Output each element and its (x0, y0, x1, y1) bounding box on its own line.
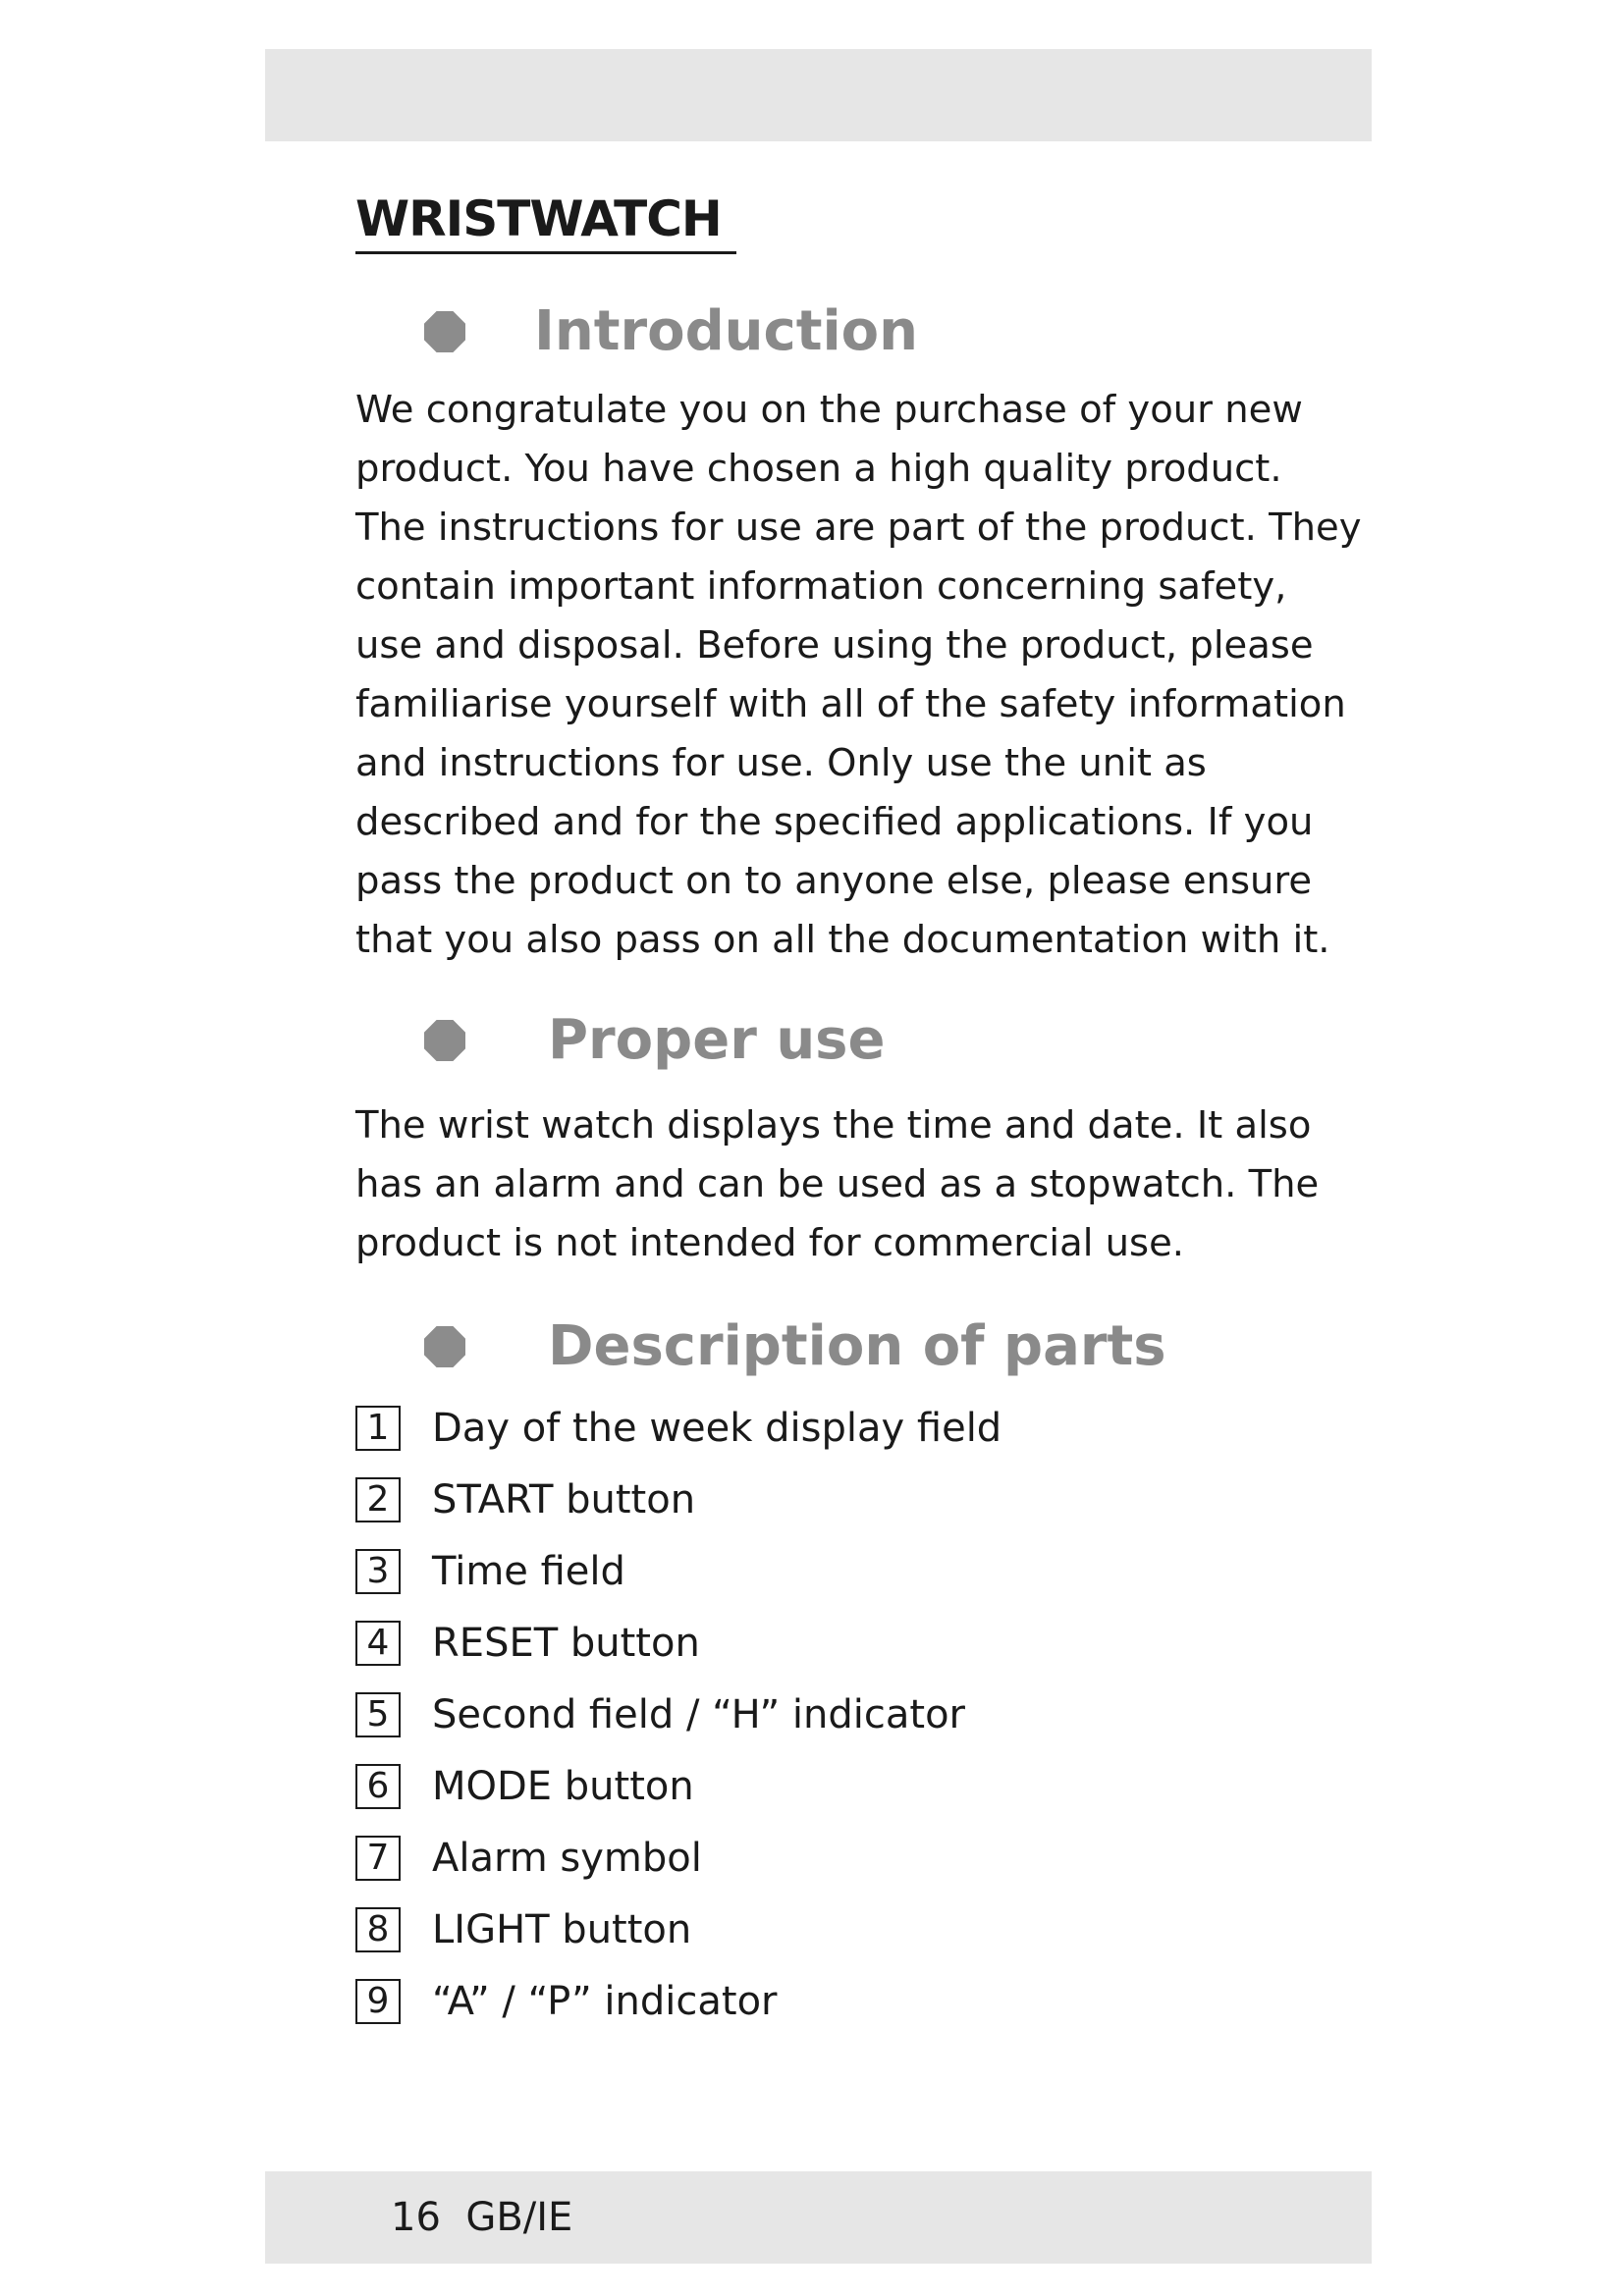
paragraph-line: and instructions for use. Only use the unit as (355, 741, 1207, 785)
list-item (355, 1894, 1001, 1965)
section-heading-description-of-parts (424, 1308, 1166, 1386)
list-item (355, 1392, 1001, 1464)
part-label: Time field (432, 1548, 625, 1594)
part-label: MODE button (432, 1763, 694, 1809)
list-item (355, 1750, 1001, 1822)
part-label: Day of the week display field (432, 1405, 1002, 1451)
part-label: RESET button (432, 1620, 700, 1666)
parts-list (355, 1392, 1001, 2037)
paragraph-line: described and for the specified applications. If you (355, 800, 1314, 844)
part-number-box: 9 (355, 1979, 401, 2024)
paragraph-line: contain important information concerning safety, (355, 564, 1287, 609)
paragraph-line: familiarise yourself with all of the safety information (355, 682, 1346, 726)
section-bullet-icon (424, 1020, 465, 1061)
paragraph-line: that you also pass on all the documentation with it. (355, 918, 1330, 962)
header-band (265, 49, 1372, 141)
part-number-box: 8 (355, 1907, 401, 1952)
proper-use-paragraph (355, 1096, 1320, 1273)
paragraph-line: The instructions for use are part of the product. They (355, 506, 1362, 550)
part-number-box: 4 (355, 1621, 401, 1666)
part-number-box: 6 (355, 1764, 401, 1809)
page-number: 16 GB/IE (391, 2195, 573, 2240)
section-bullet-icon (424, 1326, 465, 1367)
section-title: Introduction (534, 299, 919, 363)
document-title: WRISTWATCH (355, 190, 722, 247)
list-item (355, 1965, 1001, 2037)
part-label: Second field / “H” indicator (432, 1691, 965, 1737)
part-label: Alarm symbol (432, 1835, 702, 1881)
part-number-box: 7 (355, 1836, 401, 1881)
section-title: Description of parts (548, 1314, 1166, 1378)
section-bullet-icon (424, 311, 465, 352)
list-item (355, 1535, 1001, 1607)
section-heading-introduction (424, 293, 918, 371)
list-item (355, 1607, 1001, 1679)
list-item (355, 1822, 1001, 1894)
paragraph-line: use and disposal. Before using the product, please (355, 623, 1314, 667)
title-underline (355, 251, 736, 254)
part-label: START button (432, 1476, 696, 1522)
part-number-box: 2 (355, 1477, 401, 1522)
paragraph-line: product is not intended for commercial use. (355, 1221, 1185, 1265)
paragraph-line: pass the product on to anyone else, please ensure (355, 859, 1313, 903)
part-number-box: 5 (355, 1692, 401, 1737)
part-number-box: 1 (355, 1406, 401, 1451)
part-label: “A” / “P” indicator (432, 1978, 778, 2024)
section-heading-proper-use (424, 1001, 886, 1080)
paragraph-line: product. You have chosen a high quality product. (355, 447, 1282, 491)
paragraph-line: We congratulate you on the purchase of your new (355, 388, 1303, 432)
section-title: Proper use (548, 1008, 886, 1072)
introduction-paragraph (355, 381, 1362, 970)
paragraph-line: has an alarm and can be used as a stopwatch. The (355, 1162, 1320, 1206)
list-item (355, 1679, 1001, 1750)
paragraph-line: The wrist watch displays the time and date. It also (355, 1103, 1312, 1148)
part-number-box: 3 (355, 1549, 401, 1594)
part-label: LIGHT button (432, 1906, 692, 1952)
list-item (355, 1464, 1001, 1535)
